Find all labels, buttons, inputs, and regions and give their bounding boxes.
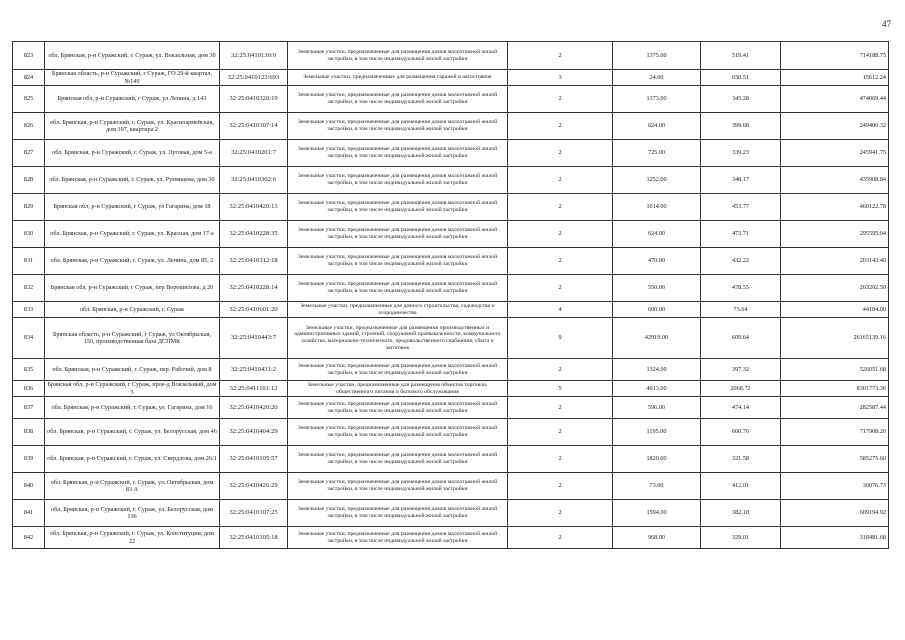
land-use-cell: Земельные участки, предназначенные для дачного строительства, садоводства и огородничества [288, 302, 508, 318]
row-number: 828 [13, 167, 45, 194]
cadastral-value-cell: 318481.68 [781, 527, 889, 549]
cadastral-number-cell: 32:25:0410201:7 [220, 140, 288, 167]
row-number: 841 [13, 500, 45, 527]
row-number: 833 [13, 302, 45, 318]
address-cell: обл. Брянская, р-н Суражский, г. Сураж [45, 302, 220, 318]
address-cell: обл. Брянская, р-н Суражский, г. Сураж, ул. Октябрьская, дом 83 А [45, 473, 220, 500]
table-row [13, 275, 889, 302]
cadastral-value-cell: 263202.50 [781, 275, 889, 302]
row-number: 834 [13, 318, 45, 359]
cadastral-value-cell: 526051.68 [781, 359, 889, 381]
address-cell: обл. Брянская, р-н Суражский, г. Сураж, ул. Белорусская, дом 136 [45, 500, 220, 527]
area-cell: 4013.00 [613, 381, 701, 397]
specific-value-cell: 73.64 [701, 302, 781, 318]
use-group-cell: 9 [508, 318, 613, 359]
area-cell: 550.00 [613, 275, 701, 302]
area-cell: 1252.00 [613, 167, 701, 194]
use-group-cell: 2 [508, 167, 613, 194]
cadastral-number-cell: 32:25:0410302:6 [220, 167, 288, 194]
cadastral-value-cell: 30076.73 [781, 473, 889, 500]
row-number: 842 [13, 527, 45, 549]
address-cell: обл. Брянская, р-н Суражский, г. Сураж, ул. Гагарина, дом 16 [45, 397, 220, 419]
row-number: 837 [13, 397, 45, 419]
use-group-cell: 5 [508, 381, 613, 397]
table-row [13, 248, 889, 275]
area-cell: 24.00 [613, 70, 701, 86]
specific-value-cell: 519.41 [701, 42, 781, 70]
table-row [13, 221, 889, 248]
land-use-cell: Земельные участки, предназначенные для размещения домов малоэтажной жилой застройки, в том числе индивидуальной жилой застройки [288, 113, 508, 140]
area-cell: 470.00 [613, 248, 701, 275]
address-cell: обл. Брянская, р-н Суражский, г. Сураж, ул. Ленина, дом 85, 2 [45, 248, 220, 275]
cadastral-value-cell: 8301773.36 [781, 381, 889, 397]
specific-value-cell: 397.32 [701, 359, 781, 381]
cadastral-value-cell: 460122.78 [781, 194, 889, 221]
table-row [13, 419, 889, 446]
address-cell: обл. Брянская, р-н Суражский, г. Сураж, ул. Румянцева, дом 30 [45, 167, 220, 194]
land-use-cell: Земельные участки, предназначенные для размещения домов малоэтажной жилой застройки, в том числе индивидуальной жилой застройки [288, 473, 508, 500]
land-use-cell: Земельные участки, предназначенные для размещения домов малоэтажной жилой застройки, в том числе индивидуальной жилой застройки [288, 527, 508, 549]
cadastral-value-cell: 585275.60 [781, 446, 889, 473]
table-row [13, 381, 889, 397]
specific-value-cell: 321.58 [701, 446, 781, 473]
row-number: 830 [13, 221, 45, 248]
land-use-cell: Земельные участки, предназначенные для размещения домов малоэтажной жилой застройки, в том числе индивидуальной жилой застройки [288, 500, 508, 527]
area-cell: 968.00 [613, 527, 701, 549]
land-use-cell: Земельные участки, предназначенные для размещения домов малоэтажной жилой застройки, в том числе индивидуальной жилой застройки [288, 275, 508, 302]
specific-value-cell: 478.55 [701, 275, 781, 302]
cadastral-value-cell: 282587.44 [781, 397, 889, 419]
land-use-cell: Земельные участки, предназначенные для размещения домов малоэтажной жилой застройки, в том числе индивидуальной жилой застройки [288, 359, 508, 381]
address-cell: обл. Брянская, р-н Суражский, г. Сураж, ул. Вокзальная, дом 30 [45, 42, 220, 70]
table-row [13, 397, 889, 419]
address-cell: обл. Брянская, р-н Суражский, г. Сураж, ул. Белорусская, дом 46 [45, 419, 220, 446]
table-body [13, 42, 889, 549]
specific-value-cell: 399.68 [701, 113, 781, 140]
table-row [13, 446, 889, 473]
cadastral-number-cell: 32:25:0410431:2 [220, 359, 288, 381]
address-cell: Брянская обл, р-н Суражский, г Сураж, ул Гагарина, дом 18 [45, 194, 220, 221]
cadastral-number-cell: 32:25:0410443:7 [220, 318, 288, 359]
row-number: 839 [13, 446, 45, 473]
cadastral-number-cell: 32:25:0410601:20 [220, 302, 288, 318]
cadastral-number-cell: 32:25:0410228:35 [220, 221, 288, 248]
land-use-cell: Земельные участки, предназначенные для размещения домов малоэтажной жилой застройки, в том числе индивидуальной жилой застройки [288, 397, 508, 419]
specific-value-cell: 609.64 [701, 318, 781, 359]
page-number: 47 [882, 19, 891, 29]
cadastral-value-cell: 249400.32 [781, 113, 889, 140]
specific-value-cell: 473.71 [701, 221, 781, 248]
row-number: 826 [13, 113, 45, 140]
land-use-cell: Земельные участки, предназначенные для размещения домов малоэтажной жилой застройки, в том числе индивидуальной жилой застройки [288, 194, 508, 221]
land-use-cell: Земельные участки, предназначенные для размещения домов малоэтажной жилой застройки, в том числе индивидуальной жилой застройки [288, 446, 508, 473]
table-row [13, 86, 889, 113]
specific-value-cell: 329.01 [701, 527, 781, 549]
row-number: 823 [13, 42, 45, 70]
specific-value-cell: 348.17 [701, 167, 781, 194]
table-row [13, 167, 889, 194]
address-cell: Брянская область, р-н Суражский, г Сураж, ул Октябрьская, 150, производственная база ДСПМК [45, 318, 220, 359]
area-cell: 1820.00 [613, 446, 701, 473]
cadastral-number-cell: 32:25:0410426:29 [220, 473, 288, 500]
cadastral-value-cell: 15612.24 [781, 70, 889, 86]
table-row [13, 302, 889, 318]
cadastral-value-cell: 714188.75 [781, 42, 889, 70]
use-group-cell: 2 [508, 140, 613, 167]
area-cell: 1324.00 [613, 359, 701, 381]
use-group-cell: 2 [508, 86, 613, 113]
address-cell: Брянская обл, р-н Суражский, г Сураж, ул Ленина, д 143 [45, 86, 220, 113]
use-group-cell: 2 [508, 42, 613, 70]
land-use-cell: Земельные участки, предназначенные для размещения гаражей и автостоянок [288, 70, 508, 86]
address-cell: обл. Брянская, р-н Суражский, г. Сураж, ул. Красноармейская, дом 107, квартира 2 [45, 113, 220, 140]
use-group-cell: 2 [508, 221, 613, 248]
land-use-cell: Земельные участки, предназначенные для размещения домов малоэтажной жилой застройки, в том числе индивидуальной жилой застройки [288, 140, 508, 167]
use-group-cell: 2 [508, 113, 613, 140]
area-cell: 1195.00 [613, 419, 701, 446]
use-group-cell: 2 [508, 194, 613, 221]
land-use-cell: Земельные участки, предназначенные для размещения домов малоэтажной жилой застройки, в том числе индивидуальной жилой застройки [288, 419, 508, 446]
land-use-cell: Земельные участки, предназначенные для размещения домов малоэтажной жилой застройки, в том числе индивидуальной жилой застройки [288, 221, 508, 248]
area-cell: 1594.00 [613, 500, 701, 527]
table-row [13, 113, 889, 140]
table-row [13, 194, 889, 221]
area-cell: 600.00 [613, 302, 701, 318]
table-row [13, 140, 889, 167]
land-use-cell: Земельные участки, предназначенные для размещения домов малоэтажной жилой застройки, в том числе индивидуальной жилой застройки [288, 167, 508, 194]
cadastral-value-cell: 474069.44 [781, 86, 889, 113]
row-number: 840 [13, 473, 45, 500]
table-row [13, 500, 889, 527]
cadastral-value-cell: 26165139.16 [781, 318, 889, 359]
table-row [13, 527, 889, 549]
cadastral-value-cell: 203143.40 [781, 248, 889, 275]
cadastral-number-cell: 32:25:0410320:19 [220, 86, 288, 113]
row-number: 829 [13, 194, 45, 221]
specific-value-cell: 474.14 [701, 397, 781, 419]
use-group-cell: 2 [508, 446, 613, 473]
use-group-cell: 2 [508, 397, 613, 419]
table-row [13, 70, 889, 86]
row-number: 836 [13, 381, 45, 397]
cadastral-value-cell: 44184.00 [781, 302, 889, 318]
use-group-cell: 2 [508, 359, 613, 381]
specific-value-cell: 2068.72 [701, 381, 781, 397]
area-cell: 624.00 [613, 221, 701, 248]
cadastral-number-cell: 32:25:0410228:14 [220, 275, 288, 302]
row-number: 824 [13, 70, 45, 86]
area-cell: 73.00 [613, 473, 701, 500]
land-use-cell: Земельные участки, предназначенные для размещения домов малоэтажной жилой застройки, в том числе индивидуальной жилой застройки [288, 86, 508, 113]
area-cell: 725.00 [613, 140, 701, 167]
area-cell: 624.00 [613, 113, 701, 140]
address-cell: обл. Брянская, р-н Суражский, г. Сураж, ул. Свердлова, дом 26/1 [45, 446, 220, 473]
cadastral-value-cell: 295595.04 [781, 221, 889, 248]
specific-value-cell: 412.01 [701, 473, 781, 500]
table-row [13, 318, 889, 359]
cadastral-number-cell: 32:25:0410123:693 [220, 70, 288, 86]
address-cell: Брянская обл, р-н Суражский, г Сураж, пер Ворошилова, д 20 [45, 275, 220, 302]
specific-value-cell: 432.22 [701, 248, 781, 275]
address-cell: обл. Брянская, р-н Суражский, г. Сураж, ул. Луговая, дом 5-а [45, 140, 220, 167]
row-number: 838 [13, 419, 45, 446]
table-row [13, 42, 889, 70]
cadastral-value-cell: 245941.75 [781, 140, 889, 167]
cadastral-number-cell: 32:25:0410107:25 [220, 500, 288, 527]
address-cell: обл. Брянская, р-н Суражский, г. Сураж, пер. Рабочий, дом 8 [45, 359, 220, 381]
table-row [13, 359, 889, 381]
use-group-cell: 2 [508, 473, 613, 500]
land-use-cell: Земельные участки, предназначенные для размещения производственных и административных зданий, строений, сооружений промышленности, коммунального хозяйства, материально-технического, продовольственного снабжения, сбыта и заготовок [288, 318, 508, 359]
cadastral-number-cell: 32:25:0411101:12 [220, 381, 288, 397]
row-number: 831 [13, 248, 45, 275]
area-cell: 596.00 [613, 397, 701, 419]
address-cell: обл. Брянская, р-н Суражский, г. Сураж, ул. Конституции, дом 22 [45, 527, 220, 549]
specific-value-cell: 382.18 [701, 500, 781, 527]
area-cell: 1375.00 [613, 42, 701, 70]
cadastral-number-cell: 32:25:0410130:9 [220, 42, 288, 70]
specific-value-cell: 339.23 [701, 140, 781, 167]
land-use-cell: Земельные участки, предназначенные для размещения домов малоэтажной жилой застройки, в том числе индивидуальной жилой застройки [288, 42, 508, 70]
use-group-cell: 3 [508, 70, 613, 86]
table-row [13, 473, 889, 500]
row-number: 825 [13, 86, 45, 113]
use-group-cell: 2 [508, 248, 613, 275]
specific-value-cell: 600.76 [701, 419, 781, 446]
row-number: 827 [13, 140, 45, 167]
cadastral-value-cell: 717908.20 [781, 419, 889, 446]
specific-value-cell: 453.77 [701, 194, 781, 221]
row-number: 835 [13, 359, 45, 381]
address-cell: Брянская область, р-н Суражский, г Сураж, ГО 29-й квартал, №149 [45, 70, 220, 86]
use-group-cell: 2 [508, 275, 613, 302]
cadastral-value-cell: 435908.84 [781, 167, 889, 194]
land-use-cell: Земельные участки, предназначенные для размещения домов малоэтажной жилой застройки, в том числе индивидуальной жилой застройки [288, 248, 508, 275]
use-group-cell: 2 [508, 527, 613, 549]
specific-value-cell: 345.28 [701, 86, 781, 113]
land-use-cell: Земельные участки, предназначенные для размещения объектов торговли, общественного питания и бытового обслуживания [288, 381, 508, 397]
use-group-cell: 2 [508, 419, 613, 446]
cadastral-value-cell: 609194.92 [781, 500, 889, 527]
cadastral-value-table [12, 41, 889, 549]
cadastral-number-cell: 32:25:0410105:57 [220, 446, 288, 473]
cadastral-number-cell: 32:25:0410420:20 [220, 397, 288, 419]
area-cell: 1373.00 [613, 86, 701, 113]
cadastral-number-cell: 32:25:0410420:13 [220, 194, 288, 221]
specific-value-cell: 650.51 [701, 70, 781, 86]
cadastral-number-cell: 32:25:0410105:18 [220, 527, 288, 549]
area-cell: 42919.00 [613, 318, 701, 359]
row-number: 832 [13, 275, 45, 302]
area-cell: 1014.00 [613, 194, 701, 221]
address-cell: обл. Брянская, р-н Суражский, г. Сураж, ул. Красная, дом 17-а [45, 221, 220, 248]
address-cell: Брянская обл, р-н Суражский, г Сураж, прое-д Вокзальный, дом 3 [45, 381, 220, 397]
cadastral-number-cell: 32:25:0410312:18 [220, 248, 288, 275]
use-group-cell: 2 [508, 500, 613, 527]
cadastral-number-cell: 32:25:0410307:14 [220, 113, 288, 140]
cadastral-number-cell: 32:25:0410404:29 [220, 419, 288, 446]
use-group-cell: 4 [508, 302, 613, 318]
